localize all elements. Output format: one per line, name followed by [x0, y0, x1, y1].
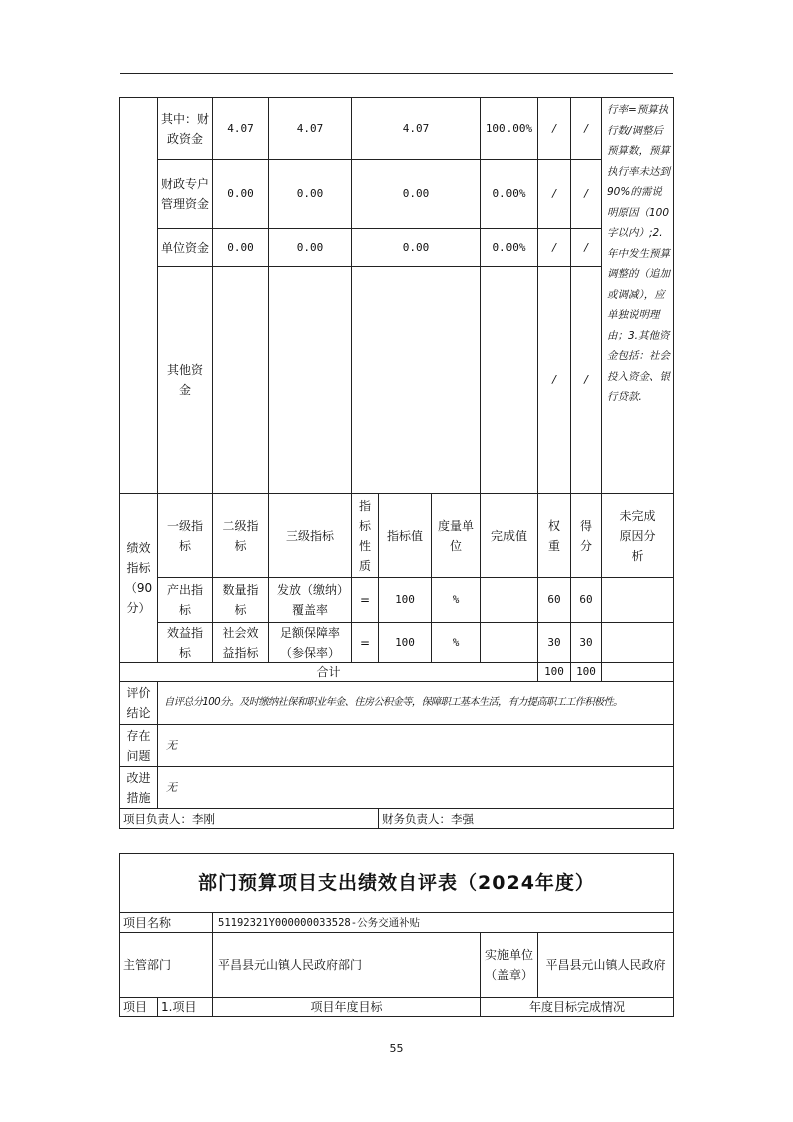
- header-rule: [120, 73, 673, 74]
- impl-value: 平昌县元山镇人民政府: [537, 932, 674, 998]
- header-value: 指标值: [378, 493, 432, 578]
- fund-v3: 0.00: [351, 228, 481, 267]
- indicator-level2: 数量指标: [212, 577, 269, 623]
- goal-header: 项目年度目标: [212, 997, 481, 1017]
- dept-value: 平昌县元山镇人民政府部门: [212, 932, 481, 998]
- fund-s2: /: [570, 159, 602, 229]
- header-level1: 一级指标: [157, 493, 213, 578]
- form-title: 部门预算项目支出绩效自评表（2024年度）: [119, 853, 674, 913]
- fund-v3: 4.07: [351, 97, 481, 160]
- fund-s2: /: [570, 97, 602, 160]
- fund-v1: 0.00: [212, 228, 269, 267]
- fund-rate: 0.00%: [480, 159, 538, 229]
- fund-s1: /: [537, 97, 571, 160]
- fund-s1: /: [537, 266, 571, 494]
- indicator-level1: 产出指标: [157, 577, 213, 623]
- indicator-value: 100: [378, 622, 432, 663]
- total-weight: 100: [537, 662, 571, 682]
- fund-s1: /: [537, 159, 571, 229]
- indicator-section-label: 绩效指标（90分）: [119, 493, 158, 663]
- indicator-reason: [601, 622, 674, 663]
- total-label: 合计: [119, 662, 538, 682]
- fund-s2: /: [570, 266, 602, 494]
- indicator-weight: 60: [537, 577, 571, 623]
- fund-v3: 0.00: [351, 159, 481, 229]
- header-level2: 二级指标: [212, 493, 269, 578]
- fund-rate: 0.00%: [480, 228, 538, 267]
- conclusion-label: 评价结论: [119, 681, 158, 725]
- project-name-value: 51192321Y000000033528-公务交通补贴: [212, 912, 674, 933]
- row-label: 项目: [119, 997, 158, 1017]
- impl-label: 实施单位（盖章）: [480, 932, 538, 998]
- header-unit: 度量单位: [431, 493, 481, 578]
- row-sub: 1.项目: [157, 997, 213, 1017]
- improvements-label: 改进措施: [119, 766, 158, 809]
- header-done: 完成值: [480, 493, 538, 578]
- indicator-unit: %: [431, 577, 481, 623]
- fund-v3: [351, 266, 481, 494]
- project-lead: 项目负责人：李刚: [119, 808, 379, 829]
- fund-v2: [268, 266, 352, 494]
- fund-v2: 4.07: [268, 97, 352, 160]
- budget-note: 行率=预算执行数/调整后预算数，预算执行率未达到90%的需说明原因（100字以内）;2.年中发生预算调整的（追加或调减），应单独说明理由；3.其他资金包括：社会投入资金、银行贷款.: [601, 97, 674, 494]
- header-nature: 指标性质: [351, 493, 379, 578]
- fund-v1: 4.07: [212, 97, 269, 160]
- indicator-score: 60: [570, 577, 602, 623]
- fund-label: 其他资金: [157, 266, 213, 494]
- fund-rate: 100.00%: [480, 97, 538, 160]
- finance-lead: 财务负责人：李强: [378, 808, 674, 829]
- issues-label: 存在问题: [119, 724, 158, 767]
- indicator-reason: [601, 577, 674, 623]
- dept-label: 主管部门: [119, 932, 213, 998]
- improvements-text: 无: [157, 766, 674, 809]
- indicator-nature: =: [351, 622, 379, 663]
- fund-s1: /: [537, 228, 571, 267]
- indicator-unit: %: [431, 622, 481, 663]
- left-blank-column: [119, 97, 158, 494]
- page-number: 55: [389, 1042, 404, 1055]
- indicator-nature: =: [351, 577, 379, 623]
- indicator-done: [480, 577, 538, 623]
- total-score: 100: [570, 662, 602, 682]
- fund-v2: 0.00: [268, 159, 352, 229]
- indicator-score: 30: [570, 622, 602, 663]
- total-reason: [601, 662, 674, 682]
- indicator-done: [480, 622, 538, 663]
- fund-label: 单位资金: [157, 228, 213, 267]
- issues-text: 无: [157, 724, 674, 767]
- indicator-level3: 足额保障率（参保率）: [268, 622, 352, 663]
- fund-label: 财政专户管理资金: [157, 159, 213, 229]
- fund-v2: 0.00: [268, 228, 352, 267]
- fund-v1: [212, 266, 269, 494]
- done-header: 年度目标完成情况: [480, 997, 674, 1017]
- indicator-value: 100: [378, 577, 432, 623]
- conclusion-text: 自评总分100分。及时缴纳社保和职业年金、住房公积金等，保障职工基本生活，有力提高职工工作积极性。: [157, 681, 674, 725]
- project-name-label: 项目名称: [119, 912, 213, 933]
- header-weight: 权重: [537, 493, 571, 578]
- header-score: 得分: [570, 493, 602, 578]
- fund-label: 其中：财政资金: [157, 97, 213, 160]
- indicator-level2: 社会效益指标: [212, 622, 269, 663]
- indicator-level1: 效益指标: [157, 622, 213, 663]
- fund-v1: 0.00: [212, 159, 269, 229]
- header-reason: 未完成原因分析: [601, 493, 674, 578]
- indicator-weight: 30: [537, 622, 571, 663]
- indicator-level3: 发放（缴纳）覆盖率: [268, 577, 352, 623]
- fund-rate: [480, 266, 538, 494]
- fund-s2: /: [570, 228, 602, 267]
- header-level3: 三级指标: [268, 493, 352, 578]
